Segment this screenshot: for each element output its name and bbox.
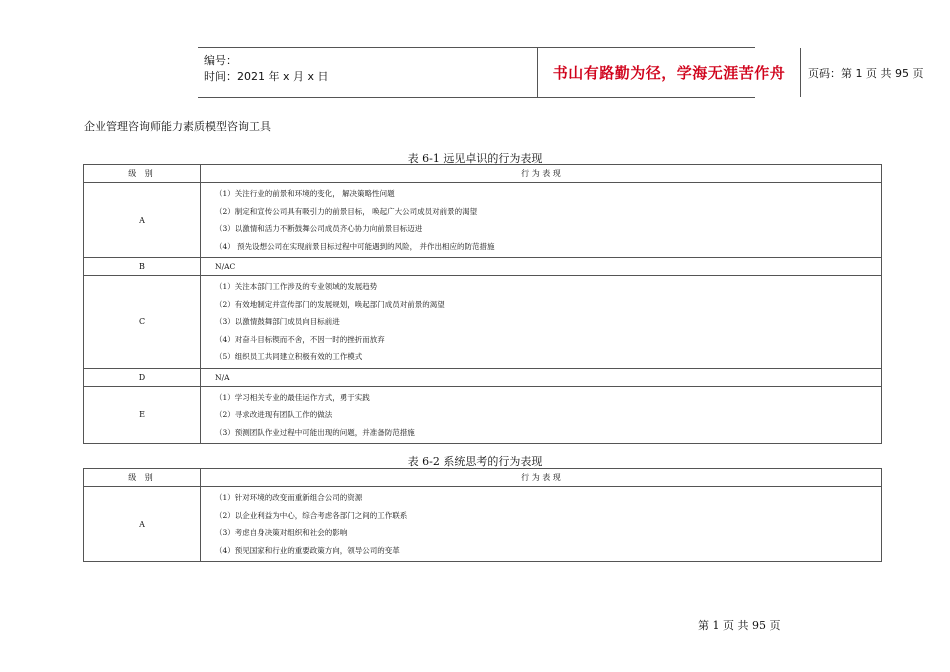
behavior-item: （4） 预先设想公司在实现前景目标过程中可能遇到的风险， 并作出相应的防范措施 xyxy=(215,241,495,251)
behavior-cell: N/A xyxy=(201,368,882,386)
table-row xyxy=(84,487,882,562)
behavior-cell xyxy=(201,487,882,562)
time-label: 时间：2021 年 x 月 x 日 xyxy=(204,70,329,83)
page-counter: 页码：第 1 页 共 95 页 xyxy=(808,66,924,80)
level-cell: D xyxy=(84,368,201,386)
col-behavior-header: 行 为 表 现 xyxy=(201,469,882,487)
behavior-item: （3）以激情鼓舞部门成员向目标前进 xyxy=(215,317,340,326)
level-cell: B xyxy=(84,258,201,276)
table2 xyxy=(83,468,882,562)
page-footer: 第 1 页 共 95 页 xyxy=(698,619,781,632)
level-cell: C xyxy=(84,276,201,369)
behavior-cell xyxy=(201,183,882,258)
behavior-item: （1）学习相关专业的最佳运作方式，勇于实践 xyxy=(215,392,370,402)
level-cell: A xyxy=(84,487,201,562)
level-cell: E xyxy=(84,386,201,444)
table1-caption: 表 6-1 远见卓识的行为表现 xyxy=(407,152,543,165)
level-cell: A xyxy=(84,183,201,258)
behavior-item: （1）针对环境的改变而重新组合公司的资源 xyxy=(215,493,363,502)
code-label: 编号： xyxy=(204,54,237,67)
behavior-item: （4）预见国家和行业的重要政策方向，领导公司的变革 xyxy=(215,545,400,555)
behavior-item: （3）预测团队作业过程中可能出现的问题，并准备防范措施 xyxy=(215,427,415,437)
behavior-item: （2）有效地制定并宣传部门的发展规划，唤起部门成员对前景的渴望 xyxy=(215,299,445,309)
behavior-item: （1）关注行业的前景和环境的变化， 解决策略性问题 xyxy=(215,189,395,198)
table1 xyxy=(83,164,882,444)
behavior-item: （2）寻求改进现有团队工作的做法 xyxy=(215,410,333,419)
behavior-item: （1）关注本部门工作涉及的专业领域的发展趋势 xyxy=(215,282,378,291)
table-row xyxy=(84,368,882,386)
behavior-item: （2）制定和宣传公司具有吸引力的前景目标， 唤起广大公司成员对前景的渴望 xyxy=(215,206,478,216)
table-header-row xyxy=(84,469,882,487)
table2-caption: 表 6-2 系统思考的行为表现 xyxy=(407,455,543,468)
table-header-row xyxy=(84,165,882,183)
document-subtitle: 企业管理咨询师能力素质模型咨询工具 xyxy=(84,120,271,133)
behavior-item: （4）对奋斗目标锲而不舍，不因一时的挫折而放弃 xyxy=(215,334,385,344)
behavior-item: （5）组织员工共同建立积极有效的工作模式 xyxy=(215,352,363,361)
behavior-cell: N/AC xyxy=(201,258,882,276)
page-header xyxy=(198,47,924,98)
table-row xyxy=(84,386,882,444)
col-level-header: 级 别 xyxy=(84,165,201,183)
behavior-cell xyxy=(201,276,882,369)
header-meta xyxy=(198,48,338,97)
behavior-item: （2）以企业利益为中心，综合考虑各部门之间的工作联系 xyxy=(215,510,408,520)
col-behavior-header: 行 为 表 现 xyxy=(201,165,882,183)
col-level-header: 级 别 xyxy=(84,469,201,487)
motto: 书山有路勤为径，学海无涯苦作舟 xyxy=(537,48,801,97)
table-row xyxy=(84,258,882,276)
table-row xyxy=(84,183,882,258)
behavior-item: （3）考虑自身决策对组织和社会的影响 xyxy=(215,528,348,537)
behavior-item: （3）以激情和活力不断鼓舞公司成员齐心协力向前景目标迈进 xyxy=(215,224,423,233)
behavior-cell xyxy=(201,386,882,444)
table-row xyxy=(84,276,882,369)
